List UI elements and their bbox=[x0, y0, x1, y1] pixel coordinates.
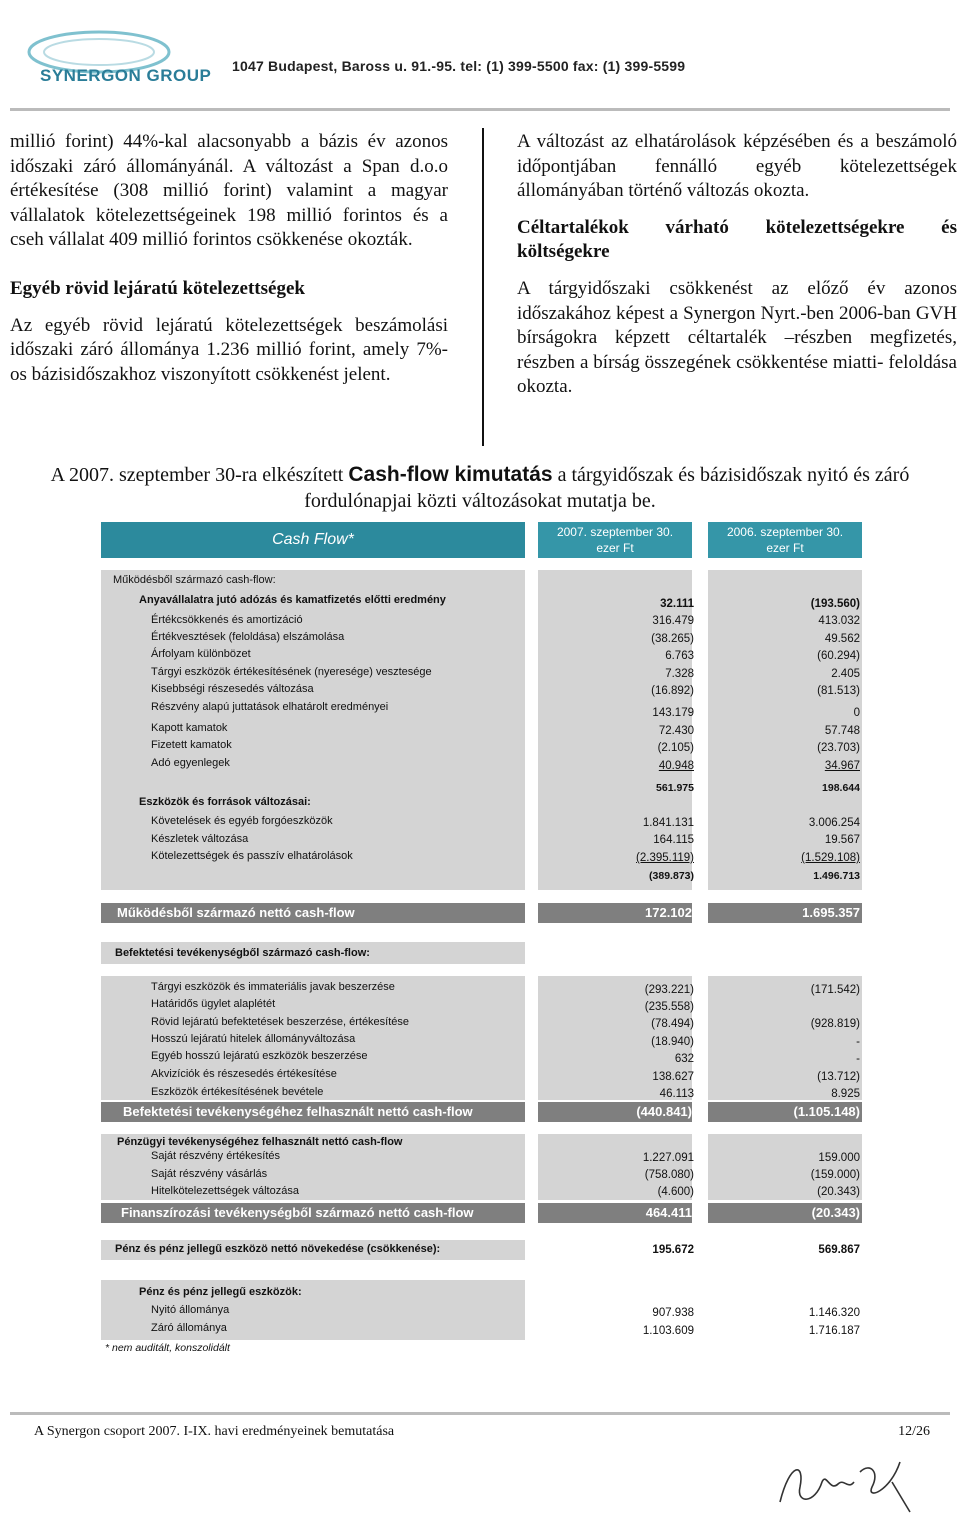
table-row-label: Árfolyam különbözet bbox=[151, 648, 251, 660]
table-row-label: Értékcsökkenés és amortizáció bbox=[151, 614, 303, 626]
table-cell: (20.343) bbox=[817, 1186, 860, 1198]
table-cell: (159.000) bbox=[810, 1169, 860, 1181]
footer-title: A Synergon csoport 2007. I-IX. havi eredményeinek bemutatása bbox=[34, 1424, 395, 1439]
table-cell: (2.105) bbox=[657, 742, 694, 754]
table-cell: 138.627 bbox=[652, 1071, 694, 1083]
table-cell: 632 bbox=[674, 1053, 694, 1065]
section-investing-title: Befektetési tevékenységből származó cash-flow: bbox=[115, 947, 370, 959]
left-column bbox=[10, 130, 448, 387]
table-cell: 1.146.320 bbox=[808, 1307, 860, 1319]
section-cash bbox=[101, 1280, 525, 1340]
section-financing-title: Pénzügyi tevékenységéhez felhasznált nettó cash-flow bbox=[117, 1136, 403, 1148]
table-row-label: Tárgyi eszközök értékesítésének (nyeresége) vesztesége bbox=[151, 666, 432, 678]
operating-net-2006-cell bbox=[708, 903, 862, 923]
table-cell: - bbox=[856, 1036, 860, 1048]
table-row-label: Nyitó állománya bbox=[151, 1304, 230, 1316]
table-footnote: * nem auditált, konszolidált bbox=[105, 1342, 230, 1354]
operating-net-2007-cell bbox=[538, 903, 692, 923]
table-cell: 907.938 bbox=[652, 1307, 694, 1319]
section-operating bbox=[101, 570, 525, 890]
table-cell: 464.411 bbox=[645, 1205, 692, 1220]
cashflow-intro bbox=[10, 462, 950, 514]
column-header-2006-date: 2006. szeptember 30. bbox=[726, 525, 844, 539]
table-row-label: Kapott kamatok bbox=[151, 722, 228, 734]
subtotal-cell: 198.644 bbox=[822, 782, 860, 794]
left-paragraph-2: Az egyéb rövid lejáratú kötelezettségek beszámolási időszaki záró állománya 1.236 millió forint, amely 7%-os bázisidőszakhoz viszonyított csökkenést jelent. bbox=[10, 314, 448, 385]
table-row-label: Záró állománya bbox=[151, 1322, 227, 1334]
pretax-profit-label: Anyavállalatra jutó adózás és kamatfizetés előtti eredmény bbox=[139, 594, 446, 606]
table-cell: 1.103.609 bbox=[642, 1325, 694, 1337]
table-row-label: Fizetett kamatok bbox=[151, 739, 232, 751]
section-operating-title: Működésből származó cash-flow: bbox=[113, 574, 276, 586]
financing-net-2006-cell bbox=[708, 1203, 862, 1223]
table-cell: 1.716.187 bbox=[808, 1325, 860, 1337]
table-cell: 6.763 bbox=[665, 650, 694, 662]
table-cell: (23.703) bbox=[817, 742, 860, 754]
table-cell: 195.672 bbox=[652, 1244, 694, 1256]
table-cell: (1.105.148) bbox=[793, 1104, 860, 1119]
table-cell: 413.032 bbox=[818, 615, 860, 627]
section-financing bbox=[101, 1134, 525, 1200]
table-cell: 34.967 bbox=[824, 760, 860, 772]
table-cell: (171.542) bbox=[810, 984, 860, 996]
table-cell: 1.841.131 bbox=[642, 817, 694, 829]
left-paragraph-1: millió forint) 44%-kal alacsonyabb a bázis év azonos időszaki záró állományánál. A változást a Span d.o.o értékesítése (308 millió forint) valamint a magyar vállalatok kötelezettségeinek 198 millió forintos és a cseh vállalat 409 millió forintos csökkenése okozták. bbox=[10, 131, 448, 251]
table-row-label: Hosszú lejáratú hitelek állományváltozása bbox=[151, 1033, 356, 1045]
column-header-2007-unit: ezer Ft bbox=[596, 541, 634, 555]
operating-net-label: Működésből származó nettó cash-flow bbox=[117, 905, 355, 920]
table-row-label: Saját részvény értékesítés bbox=[151, 1150, 281, 1162]
investing-net-label: Befektetési tevékenységéhez felhasznált nettó cash-flow bbox=[123, 1104, 473, 1119]
table-cell: 57.748 bbox=[824, 725, 860, 737]
table-cell: 40.948 bbox=[658, 760, 694, 772]
section-cash-title: Pénz és pénz jellegű eszközök: bbox=[139, 1286, 302, 1298]
table-cell: 3.006.254 bbox=[808, 817, 860, 829]
column-header-2007-date: 2007. szeptember 30. bbox=[556, 525, 674, 539]
table-cell: 143.179 bbox=[652, 707, 694, 719]
table-cell: (78.494) bbox=[651, 1018, 694, 1030]
section-investing-header bbox=[101, 942, 525, 964]
financing-net-bar bbox=[101, 1203, 525, 1223]
column-header-2006 bbox=[708, 522, 862, 558]
table-row-label: Kisebbségi részesedés változása bbox=[151, 683, 314, 695]
intro-text-c: a tárgyidőszak és bázisidőszak nyitó és záró fordulónapjai közti változásokat mutatja be. bbox=[304, 464, 910, 512]
net-change-label: Pénz és pénz jellegű eszközö nettó növekedése (csökkenése): bbox=[115, 1243, 441, 1255]
table-cell: (1.529.108) bbox=[801, 852, 860, 864]
table-cell: (13.712) bbox=[817, 1071, 860, 1083]
section-investing bbox=[101, 976, 525, 1100]
table-row-label: Határidős ügylet alaplétét bbox=[151, 998, 276, 1010]
section-heading-other-short-term-liabilities: Egyéb rövid lejáratú kötelezettségek bbox=[10, 277, 305, 299]
table-cell: 172.102 bbox=[645, 905, 692, 920]
right-column bbox=[517, 130, 957, 400]
table-cell: 49.562 bbox=[824, 633, 860, 645]
investing-net-2007-cell bbox=[538, 1102, 692, 1122]
footer-divider bbox=[10, 1412, 950, 1415]
table-cell: (440.841) bbox=[636, 1104, 692, 1119]
table-cell: 19.567 bbox=[824, 834, 860, 846]
table-cell: (2.395.119) bbox=[636, 852, 694, 864]
table-cell: (81.513) bbox=[817, 685, 860, 697]
intro-text-a: A 2007. szeptember 30-ra elkészített bbox=[50, 464, 349, 486]
subtotal-cell: 561.975 bbox=[656, 782, 694, 794]
signature bbox=[760, 1442, 930, 1522]
table-cell: (4.600) bbox=[657, 1186, 694, 1198]
operating-net-bar bbox=[101, 903, 525, 923]
table-cell: (758.080) bbox=[644, 1169, 694, 1181]
table-cell: (928.819) bbox=[810, 1018, 860, 1030]
column-header-2007 bbox=[538, 522, 692, 558]
investing-net-bar bbox=[101, 1102, 525, 1122]
assets-liabilities-changes-title: Eszközök és források változásai: bbox=[139, 796, 311, 808]
column-header-2006-unit: ezer Ft bbox=[766, 541, 804, 555]
table-cell: (38.265) bbox=[651, 633, 694, 645]
section-heading-provisions: Céltartalékok várható kötelezettségekre és költségekre bbox=[517, 216, 957, 263]
table-cell: 8.925 bbox=[831, 1088, 860, 1100]
table-row-label: Saját részvény vásárlás bbox=[151, 1168, 268, 1180]
table-cell: (20.343) bbox=[811, 1205, 860, 1220]
column-divider bbox=[482, 128, 484, 446]
subtotal-cell: (389.873) bbox=[649, 870, 694, 882]
page-number: 12/26 bbox=[898, 1424, 930, 1439]
table-cell: 159.000 bbox=[818, 1152, 860, 1164]
table-cell: 569.867 bbox=[818, 1244, 860, 1256]
right-paragraph-1: A változást az elhatárolások képzésében és a beszámoló időpontjában fennálló egyéb kötelezettségek állományában történő változás okozta. bbox=[517, 131, 957, 202]
table-cell: (16.892) bbox=[651, 685, 694, 697]
table-row-label: Adó egyenlegek bbox=[151, 757, 230, 769]
table-cell: (18.940) bbox=[651, 1036, 694, 1048]
company-address: 1047 Budapest, Baross u. 91.-95. tel: (1) 399-5500 fax: (1) 399-5599 bbox=[232, 58, 686, 74]
intro-text-bold: Cash-flow kimutatás bbox=[348, 463, 553, 486]
table-row-label: Rövid lejáratú befektetések beszerzése, értékesítése bbox=[151, 1016, 410, 1028]
table-cell: - bbox=[856, 1053, 860, 1065]
table-row-label: Hitelkötelezettségek változása bbox=[151, 1185, 299, 1197]
table-row-label: Tárgyi eszközök és immateriális javak beszerzése bbox=[151, 981, 395, 993]
table-cell: 2.405 bbox=[831, 668, 860, 680]
net-change-row bbox=[101, 1240, 525, 1260]
table-cell: 46.113 bbox=[659, 1088, 694, 1100]
table-cell: 1.695.357 bbox=[802, 905, 860, 920]
table-cell: 316.479 bbox=[652, 615, 694, 627]
table-cell: (60.294) bbox=[817, 650, 860, 662]
table-row-label: Kötelezettségek és passzív elhatárolások bbox=[151, 850, 353, 862]
table-cell: (293.221) bbox=[644, 984, 694, 996]
table-row-label: Eszközök értékesítésének bevétele bbox=[151, 1086, 324, 1098]
table-cell: 0 bbox=[853, 707, 860, 719]
financing-net-label: Finanszírozási tevékenységből származó nettó cash-flow bbox=[121, 1205, 474, 1220]
logo-text: SYNERGON GROUP bbox=[40, 66, 212, 85]
table-cell: (235.558) bbox=[644, 1001, 694, 1013]
cashflow-title: Cash Flow* bbox=[101, 522, 525, 558]
subtotal-cell: 1.496.713 bbox=[813, 870, 860, 882]
table-cell: 72.430 bbox=[658, 725, 694, 737]
table-cell: 1.227.091 bbox=[642, 1152, 694, 1164]
table-row-label: Készletek változása bbox=[151, 833, 249, 845]
table-cell: (193.560) bbox=[810, 598, 860, 610]
right-paragraph-2: A tárgyidőszaki csökkenést az előző év azonos időszakához képest a Synergon Nyrt.-ben 2006-ban GVH bírságokra képzett céltartalék –részben megfizetés, részben a bírság összegének csökkentése miatti- feloldása okozta. bbox=[517, 277, 957, 398]
table-row-label: Követelések és egyéb forgóeszközök bbox=[151, 815, 333, 827]
financing-net-2007-cell bbox=[538, 1203, 692, 1223]
table-cell: 32.111 bbox=[660, 598, 694, 610]
table-row-label: Akvizíciók és részesedés értékesítése bbox=[151, 1068, 337, 1080]
table-cell: 164.115 bbox=[653, 834, 694, 846]
table-row-label: Értékvesztések (feloldása) elszámolása bbox=[151, 631, 345, 643]
investing-net-2006-cell bbox=[708, 1102, 862, 1122]
table-row-label: Egyéb hosszú lejáratú eszközök beszerzése bbox=[151, 1050, 368, 1062]
table-cell: 7.328 bbox=[665, 668, 694, 680]
table-row-label: Részvény alapú juttatások elhatárolt eredményei bbox=[151, 701, 389, 713]
header-divider bbox=[10, 108, 950, 111]
